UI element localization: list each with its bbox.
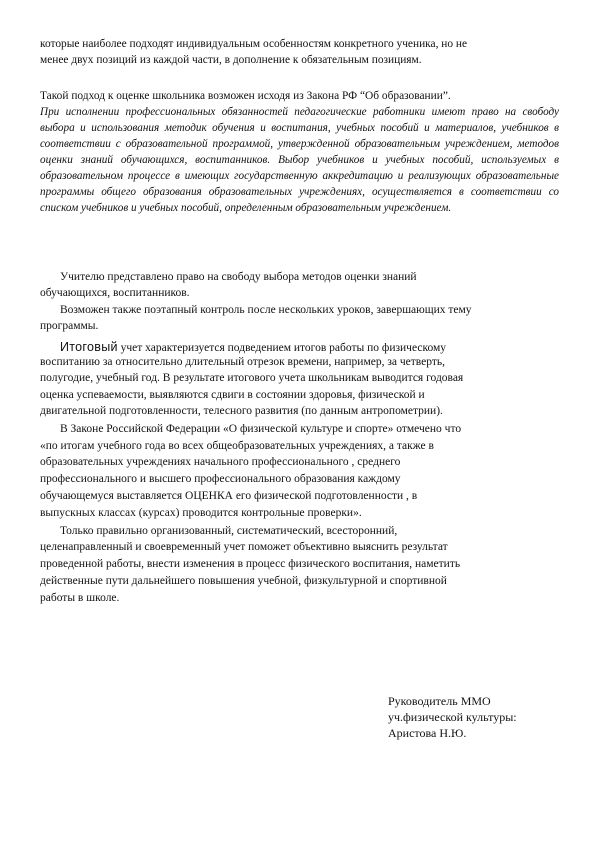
text-line: «по итогам учебного года во всех общеобразовательных учреждениях, а также в — [40, 440, 434, 452]
text-line: выпускных классах (курсах) проводится контрольные проверки». — [40, 507, 362, 519]
text-line: обучающихся, воспитанников. — [40, 287, 190, 299]
text-line: воспитанию за относительно длительный отрезок времени, например, за четверть, — [40, 356, 445, 368]
text-line: Только правильно организованный, систематический, всесторонний, — [60, 525, 398, 537]
text-line: действенные пути дальнейшего повышения учебной, физкультурной и спортивной — [40, 575, 447, 587]
keyword-final: Итоговый — [60, 340, 118, 354]
text-line: программы. — [40, 320, 99, 332]
text-line: которые наиболее подходят индивидуальным особенностям конкретного ученика, но не — [40, 38, 468, 50]
text-line: профессионального и высшего профессионального образования каждому — [40, 473, 401, 485]
text-line: целенаправленный и своевременный учет поможет объективно выяснить результат — [40, 541, 448, 553]
text-line: работы в школе. — [40, 592, 120, 604]
text-line: менее двух позиций из каждой части, в дополнение к обязательным позициям. — [40, 54, 422, 66]
text-line: Возможен также поэтапный контроль после нескольких уроков, завершающих тему — [60, 304, 472, 316]
signature-position: Руководитель ММО — [388, 694, 491, 708]
text-line: В Законе Российской Федерации «О физической культуре и спорте» отмечено что — [60, 423, 462, 435]
paragraph-law-reference: Такой подход к оценке школьника возможен исходя из Закона РФ “Об образовании”. — [40, 90, 451, 102]
text-line: обучающемуся выставляется ОЦЕНКА его физической подготовленности , в — [40, 490, 418, 502]
signature-subject: уч.физической культуры: — [388, 710, 517, 724]
text-line: двигательной подготовленности, телесного развития (по данным антропометрии). — [40, 405, 443, 417]
text-line: полугодие, учебный год. В результате итогового учета школьникам выводится годовая — [40, 372, 464, 384]
paragraph-law-quote: При исполнении профессиональных обязанностей педагогические работники имеют право на свободу выбора и использования методик обучения и воспитания, учебных пособий и материалов, учебников в соответствии с образовательной программой, утвержденной образовательным учреждением, методов оценки знаний обучающихся, воспитанников. Выбор учебников и учебных пособий, используемых в образовательном процессе в имеющих государственную аккредитацию и реализующих образовательные программы общего образования образовательных учреждениях, осуществляется в соответствии со списком учебников и учебных пособий, определенным образовательным учреждением. — [40, 106, 559, 214]
signature-block — [388, 693, 558, 741]
signature-name: Аристова Н.Ю. — [388, 726, 467, 740]
text-line-rest: учет характеризуется подведением итогов работы по физическому — [117, 342, 447, 354]
text-line: оценка успеваемости, выявляются сдвиги в состоянии здоровья, физической и — [40, 389, 425, 401]
text-line: проведенной работы, внести изменения в процесс физического воспитания, наметить — [40, 558, 461, 570]
text-line — [60, 340, 446, 354]
text-line: образовательных учреждениях начального профессионального , среднего — [40, 456, 401, 468]
text-line: Учителю представлено право на свободу выбора методов оценки знаний — [60, 271, 417, 283]
